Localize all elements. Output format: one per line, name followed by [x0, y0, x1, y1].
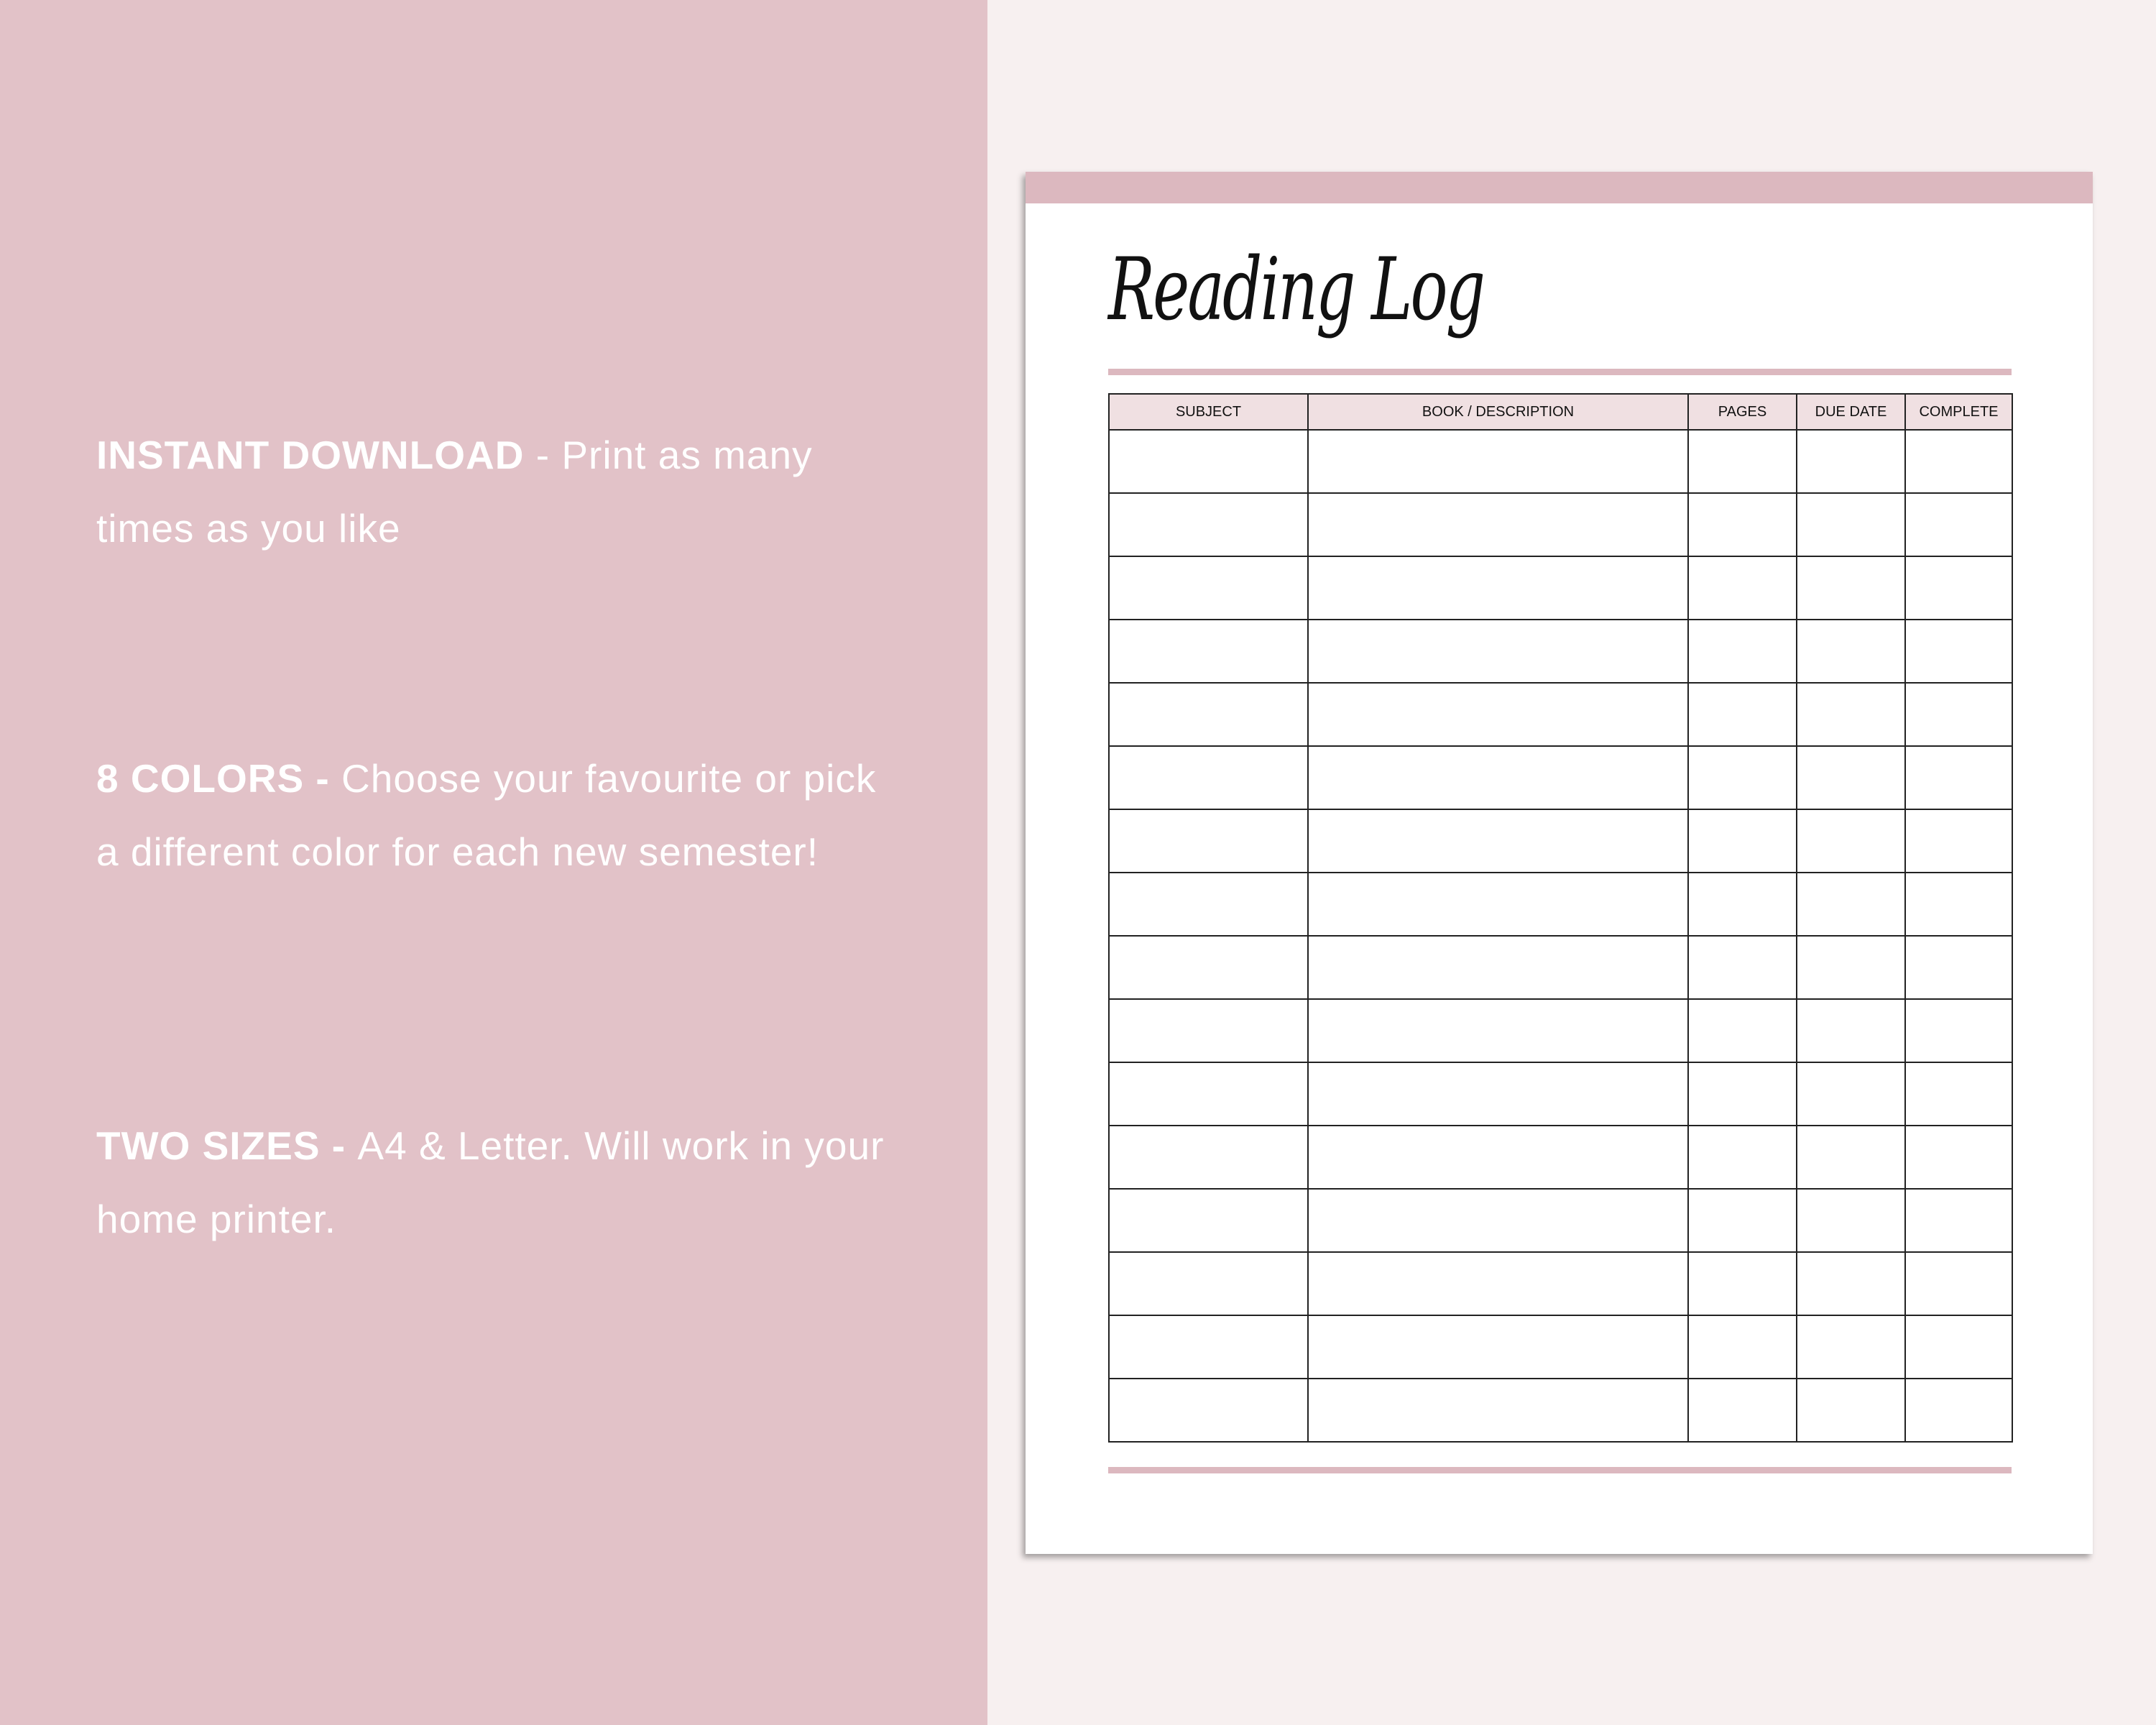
- column-due-date: DUE DATE: [1797, 394, 1905, 430]
- table-row: [1109, 1189, 2012, 1252]
- table-cell: [1905, 430, 2012, 493]
- feature-text: A4 & Letter. Will work in your home printer.: [96, 1123, 885, 1241]
- table-row: [1109, 683, 2012, 746]
- table-cell: [1109, 1252, 1308, 1315]
- table-cell: [1109, 1126, 1308, 1189]
- feature-instant-download: [96, 418, 887, 565]
- table-cell: [1688, 1379, 1797, 1442]
- table-cell: [1797, 999, 1905, 1062]
- table-cell: [1797, 1315, 1905, 1379]
- table-cell: [1797, 620, 1905, 683]
- reading-log-table: [1108, 393, 2013, 1443]
- table-cell: [1109, 999, 1308, 1062]
- table-cell: [1688, 683, 1797, 746]
- separator: -: [304, 756, 342, 801]
- table-cell: [1905, 999, 2012, 1062]
- table-cell: [1688, 999, 1797, 1062]
- table-cell: [1905, 1315, 2012, 1379]
- table-row: [1109, 493, 2012, 556]
- table-cell: [1688, 1252, 1797, 1315]
- table-cell: [1905, 873, 2012, 936]
- table-cell: [1905, 1379, 2012, 1442]
- divider-top: [1108, 369, 2012, 375]
- table-header-row: [1109, 394, 2012, 430]
- table-cell: [1688, 430, 1797, 493]
- table-cell: [1688, 556, 1797, 620]
- feature-heading: INSTANT DOWNLOAD: [96, 433, 525, 477]
- table-cell: [1688, 1062, 1797, 1126]
- table-cell: [1308, 1315, 1688, 1379]
- table-cell: [1688, 1126, 1797, 1189]
- feature-text: Choose your favourite or pick a different color for each new semester!: [96, 756, 877, 874]
- sheet-title: Reading Log: [1108, 240, 1484, 340]
- table-row: [1109, 1126, 2012, 1189]
- table-cell: [1109, 556, 1308, 620]
- table-cell: [1308, 999, 1688, 1062]
- table-cell: [1688, 873, 1797, 936]
- table-cell: [1308, 1062, 1688, 1126]
- feature-heading: TWO SIZES: [96, 1123, 321, 1168]
- table-cell: [1797, 1252, 1905, 1315]
- table-row: [1109, 620, 2012, 683]
- table-cell: [1308, 683, 1688, 746]
- table-row: [1109, 556, 2012, 620]
- separator: -: [524, 433, 562, 477]
- table-cell: [1797, 430, 1905, 493]
- table-row: [1109, 936, 2012, 999]
- table-cell: [1109, 1315, 1308, 1379]
- table-cell: [1308, 873, 1688, 936]
- table-cell: [1688, 746, 1797, 809]
- table-cell: [1905, 1189, 2012, 1252]
- table-cell: [1797, 556, 1905, 620]
- column-complete: COMPLETE: [1905, 394, 2012, 430]
- table-cell: [1109, 809, 1308, 873]
- table-cell: [1905, 556, 2012, 620]
- table-cell: [1797, 493, 1905, 556]
- table-cell: [1109, 936, 1308, 999]
- table-cell: [1308, 1126, 1688, 1189]
- table-cell: [1308, 430, 1688, 493]
- separator: -: [320, 1123, 358, 1168]
- table-row: [1109, 1252, 2012, 1315]
- feature-text: Print as many times as you like: [96, 433, 813, 551]
- table-cell: [1688, 620, 1797, 683]
- table-cell: [1905, 683, 2012, 746]
- left-panel: [0, 0, 987, 1725]
- table-cell: [1109, 430, 1308, 493]
- table-cell: [1797, 683, 1905, 746]
- table-cell: [1308, 936, 1688, 999]
- table-cell: [1905, 936, 2012, 999]
- table-cell: [1109, 620, 1308, 683]
- table-row: [1109, 1315, 2012, 1379]
- table-cell: [1109, 493, 1308, 556]
- table-cell: [1797, 1379, 1905, 1442]
- table-cell: [1308, 1189, 1688, 1252]
- table-cell: [1308, 493, 1688, 556]
- table-cell: [1109, 873, 1308, 936]
- table-cell: [1905, 620, 2012, 683]
- column-book-description: BOOK / DESCRIPTION: [1308, 394, 1688, 430]
- table-cell: [1905, 746, 2012, 809]
- table-row: [1109, 1062, 2012, 1126]
- table-cell: [1797, 809, 1905, 873]
- table-cell: [1308, 746, 1688, 809]
- table-cell: [1109, 1062, 1308, 1126]
- table-cell: [1308, 556, 1688, 620]
- table-cell: [1905, 1252, 2012, 1315]
- column-pages: PAGES: [1688, 394, 1797, 430]
- feature-colors: [96, 742, 887, 888]
- table-cell: [1905, 1126, 2012, 1189]
- column-subject: SUBJECT: [1109, 394, 1308, 430]
- table-cell: [1109, 746, 1308, 809]
- table-cell: [1797, 1189, 1905, 1252]
- feature-heading: 8 COLORS: [96, 756, 305, 801]
- divider-bottom: [1108, 1467, 2012, 1473]
- table-cell: [1797, 936, 1905, 999]
- table-cell: [1688, 493, 1797, 556]
- table-cell: [1109, 683, 1308, 746]
- feature-sizes: [96, 1109, 887, 1256]
- table-cell: [1905, 1062, 2012, 1126]
- table-cell: [1109, 1379, 1308, 1442]
- table-cell: [1688, 936, 1797, 999]
- table-cell: [1308, 809, 1688, 873]
- table-cell: [1797, 873, 1905, 936]
- table-cell: [1308, 620, 1688, 683]
- table-row: [1109, 873, 2012, 936]
- table-row: [1109, 1379, 2012, 1442]
- table-cell: [1109, 1189, 1308, 1252]
- table-cell: [1905, 809, 2012, 873]
- table-cell: [1308, 1379, 1688, 1442]
- table-cell: [1688, 1315, 1797, 1379]
- table-cell: [1688, 809, 1797, 873]
- table-cell: [1308, 1252, 1688, 1315]
- table-cell: [1797, 1062, 1905, 1126]
- reading-log-sheet: [1026, 172, 2093, 1554]
- table-row: [1109, 430, 2012, 493]
- table-row: [1109, 809, 2012, 873]
- table-cell: [1688, 1189, 1797, 1252]
- table-row: [1109, 746, 2012, 809]
- table-cell: [1797, 1126, 1905, 1189]
- table-cell: [1905, 493, 2012, 556]
- sheet-header-bar: [1026, 172, 2093, 203]
- table-cell: [1797, 746, 1905, 809]
- table-row: [1109, 999, 2012, 1062]
